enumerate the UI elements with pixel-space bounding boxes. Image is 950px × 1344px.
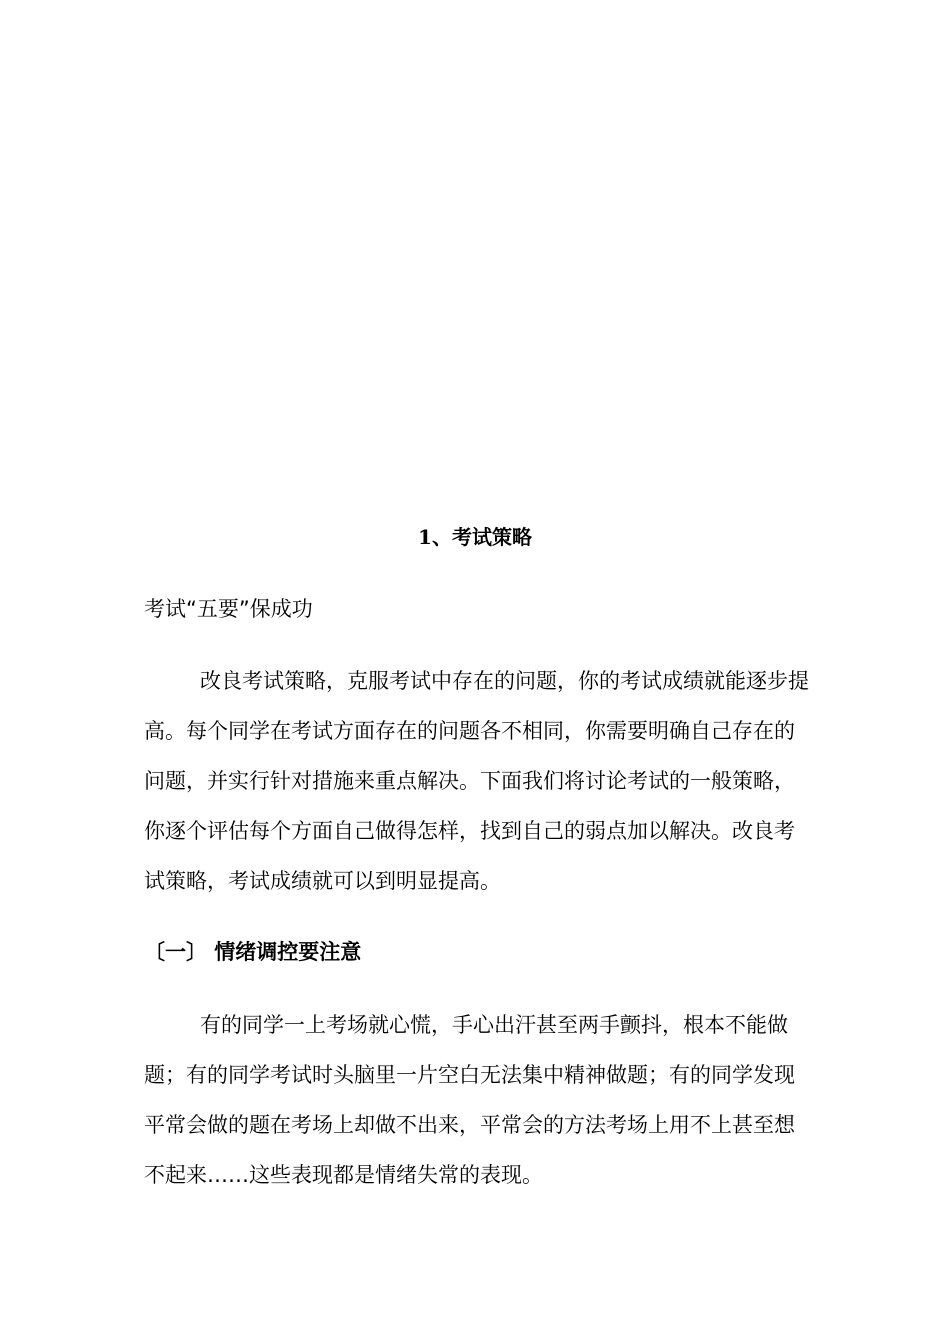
- intro-paragraph: 改良考试策略，克服考试中存在的问题，你的考试成绩就能逐步提高。每个同学在考试方面存在的问题各不相同，你需要明确自己存在的问题，并实行针对措施来重点解决。下面我们将讨论考试的一般策略，你逐个评估每个方面自己做得怎样，找到自己的弱点加以解决。改良考试策略，考试成绩就可以到明显提高。: [144, 669, 809, 893]
- document-title: 1、考试策略: [418, 525, 532, 549]
- document-subtitle: 考试“五要”保成功: [144, 597, 313, 621]
- section-paragraph: 有的同学一上考场就心慌，手心出汗甚至两手颤抖，根本不能做题；有的同学考试时头脑里一片空白无法集中精神做题；有的同学发现平常会做的题在考场上却做不出来，平常会的方法考场上用不上甚至想不起来……这些表现都是情绪失常的表现。: [144, 1013, 795, 1187]
- section-heading: 〔一〕 情绪调控要注意: [144, 940, 362, 964]
